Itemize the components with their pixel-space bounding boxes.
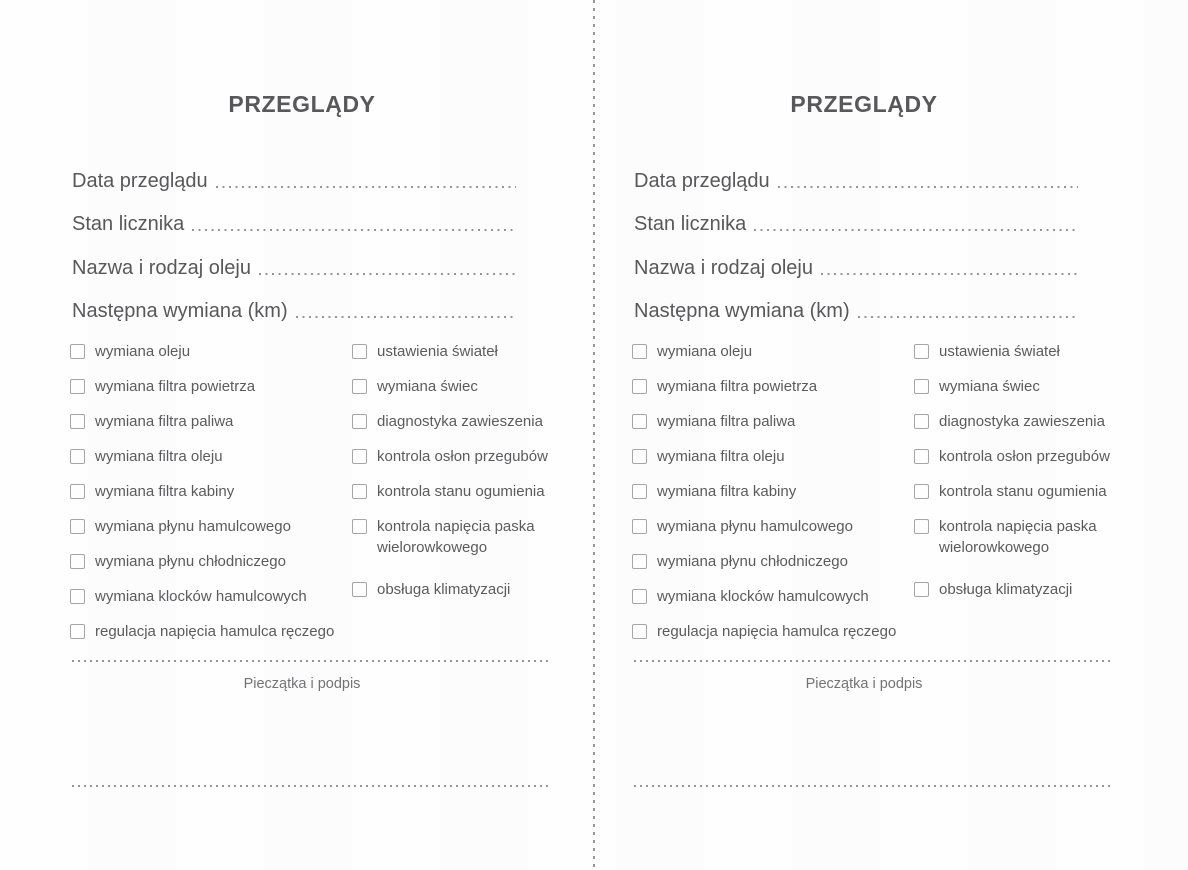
signature-label: Pieczątka i podpis: [243, 676, 361, 692]
checkbox[interactable]: [70, 344, 85, 359]
checkbox-label: diagnostyka zawieszenia: [939, 413, 1105, 430]
checkbox[interactable]: [632, 414, 647, 429]
field-row-odometer: [634, 193, 1078, 237]
check-item: [632, 621, 914, 642]
checkbox[interactable]: [632, 344, 647, 359]
field-row-next-change: [634, 280, 1078, 324]
checkbox[interactable]: [632, 554, 647, 569]
checkbox[interactable]: [70, 414, 85, 429]
checkbox[interactable]: [914, 519, 929, 534]
field-label: Nazwa i rodzaj oleju: [634, 256, 813, 279]
page-right-content: [634, 0, 1114, 870]
check-item: [632, 341, 914, 362]
check-item: [352, 446, 550, 467]
field-row-oil-type: [72, 236, 516, 280]
field-label: Stan licznika: [634, 213, 747, 235]
checkbox-label: regulacja napięcia hamulca ręczego: [657, 623, 897, 640]
check-item: [632, 446, 914, 467]
checkbox-label: ustawienia świateł: [377, 343, 498, 360]
check-item: [632, 516, 914, 537]
checkbox-label: wymiana filtra paliwa: [657, 413, 796, 430]
checkbox[interactable]: [632, 624, 647, 639]
checkbox-label: wymiana klocków hamulcowych: [657, 588, 869, 605]
check-item: [352, 579, 550, 600]
checkbox[interactable]: [632, 519, 647, 534]
check-item: [70, 341, 352, 362]
check-item: [352, 411, 550, 432]
field-fill-line: [259, 273, 516, 275]
check-item: [70, 446, 352, 467]
page-title: PRZEGLĄDY: [228, 91, 376, 117]
checkbox[interactable]: [352, 379, 367, 394]
checkbox-label: wymiana filtra oleju: [95, 448, 223, 465]
check-item: [70, 411, 352, 432]
checkbox[interactable]: [632, 449, 647, 464]
checklist-column-right: [914, 341, 1112, 614]
field-label: Nazwa i rodzaj oleju: [72, 256, 251, 279]
page-left-content: [72, 0, 552, 870]
checkbox[interactable]: [914, 379, 929, 394]
checkbox-label: kontrola stanu ogumienia: [939, 483, 1107, 500]
checkbox[interactable]: [352, 414, 367, 429]
checkbox[interactable]: [70, 624, 85, 639]
check-item: [352, 376, 550, 397]
checkbox-label: wymiana płynu hamulcowego: [95, 518, 291, 535]
checkbox-label: wymiana świec: [377, 378, 478, 395]
checkbox-label: wymiana płynu chłodniczego: [657, 553, 848, 570]
check-item: [70, 551, 352, 572]
field-label: Data przeglądu: [72, 169, 208, 192]
field-fill-line: [858, 316, 1078, 318]
checkbox[interactable]: [914, 449, 929, 464]
field-fill-line: [754, 229, 1078, 231]
checkbox[interactable]: [70, 484, 85, 499]
page-right: [594, 0, 1188, 870]
check-item: [352, 481, 550, 502]
checkbox[interactable]: [70, 589, 85, 604]
checkbox-label: wymiana oleju: [95, 343, 191, 360]
fields-section: [72, 149, 516, 323]
check-item: [914, 341, 1112, 362]
notes-line: [634, 785, 1113, 787]
checkbox[interactable]: [914, 484, 929, 499]
signature-line: [634, 660, 1113, 662]
checkbox-label: regulacja napięcia hamulca ręczego: [95, 623, 335, 640]
field-row-odometer: [72, 193, 516, 237]
checkbox-label: kontrola osłon przegubów: [377, 448, 548, 465]
checkbox-label: wymiana płynu chłodniczego: [95, 553, 286, 570]
check-item: [914, 579, 1112, 600]
checkbox[interactable]: [632, 379, 647, 394]
checkbox-label: wymiana oleju: [657, 343, 753, 360]
checkbox-label: kontrola osłon przegubów: [939, 448, 1110, 465]
checkbox-label: diagnostyka zawieszenia: [377, 413, 543, 430]
check-item: [70, 621, 352, 642]
field-label: Data przeglądu: [634, 169, 770, 192]
check-item: [914, 411, 1112, 432]
checklist-column-left: [70, 341, 352, 656]
checkbox-label: wymiana filtra kabiny: [657, 483, 797, 500]
check-item: [914, 516, 1112, 558]
checkbox[interactable]: [914, 344, 929, 359]
checkbox[interactable]: [70, 554, 85, 569]
checklist-column-left: [632, 341, 914, 656]
check-item: [632, 411, 914, 432]
check-item: [914, 446, 1112, 467]
check-item: [352, 516, 550, 558]
checkbox[interactable]: [352, 484, 367, 499]
checkbox-label: wymiana filtra powietrza: [657, 378, 818, 395]
signature-label: Pieczątka i podpis: [805, 676, 923, 692]
checkbox-label: kontrola napięcia paska wielorowkowego: [939, 518, 1097, 556]
checkbox[interactable]: [70, 519, 85, 534]
field-row-inspection-date: [72, 149, 516, 193]
field-row-oil-type: [634, 236, 1078, 280]
checkbox[interactable]: [70, 379, 85, 394]
check-item: [70, 481, 352, 502]
checkbox-label: wymiana filtra kabiny: [95, 483, 235, 500]
check-item: [70, 586, 352, 607]
checkbox-label: wymiana płynu hamulcowego: [657, 518, 853, 535]
field-fill-line: [192, 229, 516, 231]
checkbox-label: obsługa klimatyzacji: [377, 581, 511, 598]
checkbox[interactable]: [352, 519, 367, 534]
check-item: [914, 376, 1112, 397]
check-item: [70, 376, 352, 397]
checkbox-label: wymiana świec: [939, 378, 1040, 395]
field-fill-line: [821, 273, 1078, 275]
checkbox-label: wymiana klocków hamulcowych: [95, 588, 307, 605]
checkbox[interactable]: [914, 582, 929, 597]
field-label: Następna wymiana (km): [72, 300, 288, 322]
field-row-inspection-date: [634, 149, 1078, 193]
signature-line: [72, 660, 551, 662]
check-item: [352, 341, 550, 362]
checkbox-label: kontrola stanu ogumienia: [377, 483, 545, 500]
checkbox[interactable]: [632, 484, 647, 499]
checkbox[interactable]: [914, 414, 929, 429]
checkbox-label: wymiana filtra oleju: [657, 448, 785, 465]
checkbox[interactable]: [352, 344, 367, 359]
check-item: [632, 376, 914, 397]
check-item: [914, 481, 1112, 502]
fields-section: [634, 149, 1078, 323]
checkbox[interactable]: [632, 589, 647, 604]
checkbox-label: ustawienia świateł: [939, 343, 1060, 360]
field-label: Następna wymiana (km): [634, 300, 850, 322]
checkbox-label: wymiana filtra paliwa: [95, 413, 234, 430]
field-fill-line: [778, 186, 1078, 188]
checkbox[interactable]: [352, 582, 367, 597]
check-item: [70, 516, 352, 537]
check-item: [632, 481, 914, 502]
check-item: [632, 551, 914, 572]
checkbox-label: obsługa klimatyzacji: [939, 581, 1073, 598]
field-label: Stan licznika: [72, 213, 185, 235]
check-item: [632, 586, 914, 607]
checkbox[interactable]: [70, 449, 85, 464]
checkbox-label: wymiana filtra powietrza: [95, 378, 256, 395]
field-fill-line: [216, 186, 516, 188]
field-fill-line: [296, 316, 516, 318]
checkbox-label: kontrola napięcia paska wielorowkowego: [377, 518, 535, 556]
checkbox[interactable]: [352, 449, 367, 464]
page-title: PRZEGLĄDY: [790, 91, 938, 117]
checklist-column-right: [352, 341, 550, 614]
notes-line: [72, 785, 551, 787]
field-row-next-change: [72, 280, 516, 324]
